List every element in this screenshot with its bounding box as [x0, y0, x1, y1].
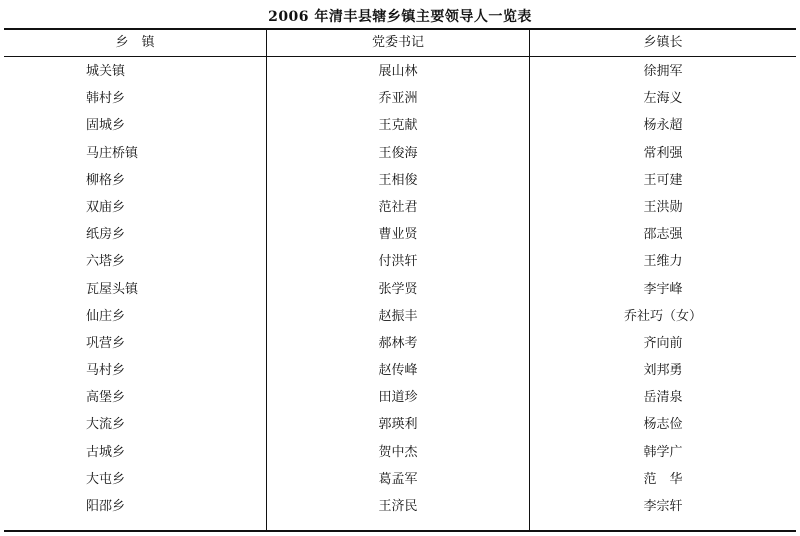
township-head-cell: 范 华	[643, 471, 683, 487]
table-bottom-rule	[4, 530, 796, 532]
party-secretary-cell: 赵传峰	[378, 363, 418, 379]
township-head-cell: 常利强	[643, 145, 683, 161]
party-secretary-cell: 田道珍	[378, 390, 418, 406]
township-cell: 韩村乡	[86, 91, 126, 107]
party-secretary-cell: 付洪轩	[378, 254, 418, 270]
township-head-cell: 齐向前	[643, 335, 683, 351]
township-head-cell: 乔社巧（女）	[623, 308, 702, 324]
party-secretary-cell: 展山林	[378, 64, 418, 79]
township-head-cell: 李宗轩	[643, 499, 683, 514]
party-secretary-cell: 张学贤	[378, 281, 418, 297]
table-row	[4, 194, 796, 221]
party-secretary-cell: 郝林考	[378, 335, 418, 351]
township-cell: 双庙乡	[86, 199, 126, 215]
township-cell: 柳格乡	[86, 172, 126, 188]
table-row	[4, 493, 796, 520]
township-head-cell: 王洪勋	[643, 199, 683, 215]
table-row	[4, 439, 796, 466]
party-secretary-cell: 葛孟军	[378, 471, 418, 487]
township-cell: 瓦屋头镇	[86, 281, 139, 297]
table-row	[4, 466, 796, 493]
table-row	[4, 276, 796, 303]
table-header-row	[4, 30, 796, 56]
township-cell: 仙庄乡	[86, 308, 126, 324]
party-secretary-cell: 王克献	[378, 118, 418, 134]
party-secretary-cell: 王济民	[378, 499, 418, 514]
table-row	[4, 58, 796, 85]
table-row	[4, 303, 796, 330]
table-header-rule	[4, 56, 796, 57]
party-secretary-cell: 范社君	[378, 199, 418, 215]
table-row	[4, 357, 796, 384]
table-row	[4, 248, 796, 275]
township-cell: 巩营乡	[86, 335, 126, 351]
township-head-cell: 杨志俭	[643, 417, 683, 433]
township-head-cell: 韩学广	[643, 444, 683, 460]
table-row	[4, 85, 796, 112]
table-row	[4, 112, 796, 139]
party-secretary-cell: 贺中杰	[378, 444, 418, 460]
township-head-cell: 王可建	[643, 172, 683, 188]
header-township: 乡 镇	[115, 35, 155, 50]
township-head-cell: 徐拥军	[643, 64, 683, 79]
township-cell: 大流乡	[86, 417, 126, 433]
party-secretary-cell: 郭瑛利	[378, 417, 418, 433]
township-head-cell: 邵志强	[643, 227, 683, 243]
township-cell: 固城乡	[86, 118, 126, 134]
township-head-cell: 王维力	[643, 254, 683, 270]
party-secretary-cell: 乔亚洲	[378, 91, 418, 107]
header-township-head: 乡镇长	[643, 35, 683, 50]
document-title: 2006 年清丰县辖乡镇主要领导人一览表	[268, 9, 532, 25]
township-head-cell: 刘邦勇	[643, 363, 683, 379]
table-row	[4, 221, 796, 248]
township-cell: 城关镇	[86, 64, 126, 79]
township-cell: 六塔乡	[86, 254, 126, 270]
header-party-secretary: 党委书记	[371, 35, 424, 50]
party-secretary-cell: 曹业贤	[378, 227, 418, 243]
table-row	[4, 411, 796, 438]
township-cell: 高堡乡	[86, 390, 126, 406]
township-head-cell: 左海义	[643, 91, 683, 107]
township-head-cell: 岳清泉	[643, 390, 683, 406]
table-row	[4, 384, 796, 411]
township-head-cell: 李宇峰	[643, 281, 683, 297]
township-head-cell: 杨永超	[643, 118, 683, 134]
table-row	[4, 140, 796, 167]
party-secretary-cell: 赵振丰	[378, 308, 418, 324]
table-body	[4, 58, 796, 520]
township-cell: 纸房乡	[86, 227, 126, 243]
township-cell: 阳邵乡	[86, 499, 126, 514]
party-secretary-cell: 王相俊	[378, 172, 418, 188]
township-cell: 古城乡	[86, 444, 126, 460]
township-cell: 马村乡	[86, 363, 126, 379]
township-cell: 马庄桥镇	[86, 145, 139, 161]
table-row	[4, 330, 796, 357]
township-cell: 大屯乡	[86, 471, 126, 487]
table-row	[4, 167, 796, 194]
party-secretary-cell: 王俊海	[378, 145, 418, 161]
